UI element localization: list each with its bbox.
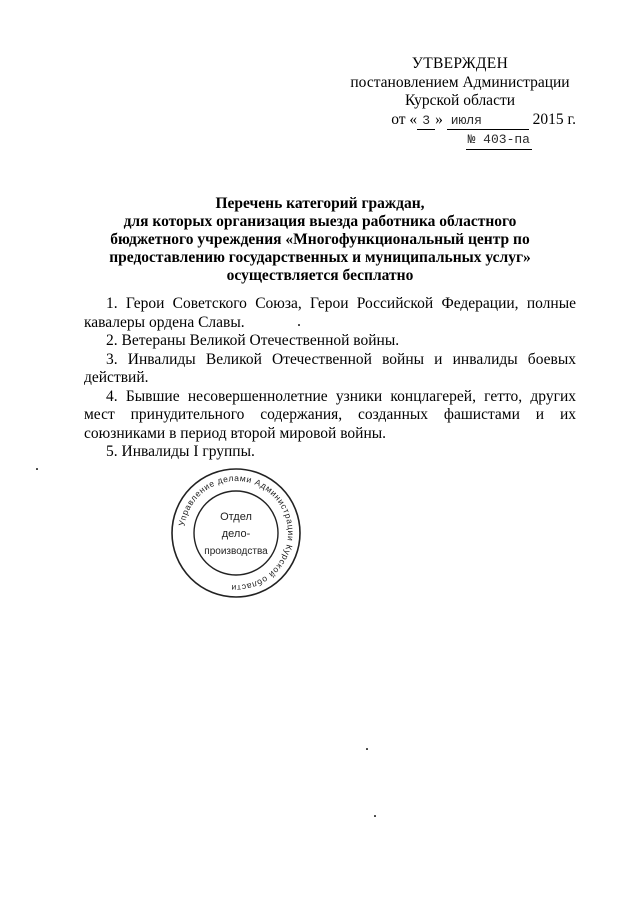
scan-speck [374, 815, 376, 817]
list-item: 1. Герои Советского Союза, Герои Российской Федерации, полные кавалеры ордена Славы. [84, 295, 576, 331]
stamp-center-line: дело- [221, 528, 251, 540]
list-item: 4. Бывшие несовершеннолетние узники концлагерей, гетто, других мест принудительного содержания, созданных фашистами и их союзниками в период второй мировой войны. [84, 387, 576, 442]
title-line: Перечень категорий граждан, [215, 195, 425, 212]
stamp-center-line: производства [204, 546, 268, 557]
approval-date-line [340, 111, 580, 130]
approval-line-1: постановлением Администрации [350, 73, 570, 91]
date-mid: » [435, 110, 443, 128]
document-title [100, 195, 540, 285]
scan-speck [366, 748, 368, 750]
list-item: 5. Инвалиды I группы. [106, 443, 255, 460]
title-line: предоставлению государственных и муниципальных услуг» [109, 249, 531, 266]
date-year: 2015 г. [532, 110, 576, 128]
date-day: 3 [417, 113, 435, 130]
approval-title: УТВЕРЖДЕН [411, 55, 509, 72]
scan-speck [298, 324, 300, 326]
approval-number-line [340, 130, 580, 151]
title-line: бюджетного учреждения «Многофункциональный центр по [110, 231, 530, 248]
office-stamp [168, 465, 304, 601]
list-item: 2. Ветераны Великой Отечественной войны. [106, 332, 400, 349]
stamp-ring-text: Управление делами Администрации Курской области [176, 472, 297, 594]
title-line: осуществляется бесплатно [226, 267, 414, 284]
approval-number: № 403-па [466, 131, 532, 151]
date-prefix: от « [391, 110, 418, 128]
approval-line-2: Курской области [404, 92, 516, 109]
date-month: июля [447, 113, 529, 130]
scan-speck [36, 468, 38, 470]
title-line: для которых организация выезда работника областного [123, 213, 517, 230]
approval-block [340, 55, 580, 150]
list-item: 3. Инвалиды Великой Отечественной войны и инвалиды боевых действий. [84, 350, 576, 386]
stamp-center-line: Отдел [220, 511, 252, 523]
category-list [84, 295, 576, 462]
